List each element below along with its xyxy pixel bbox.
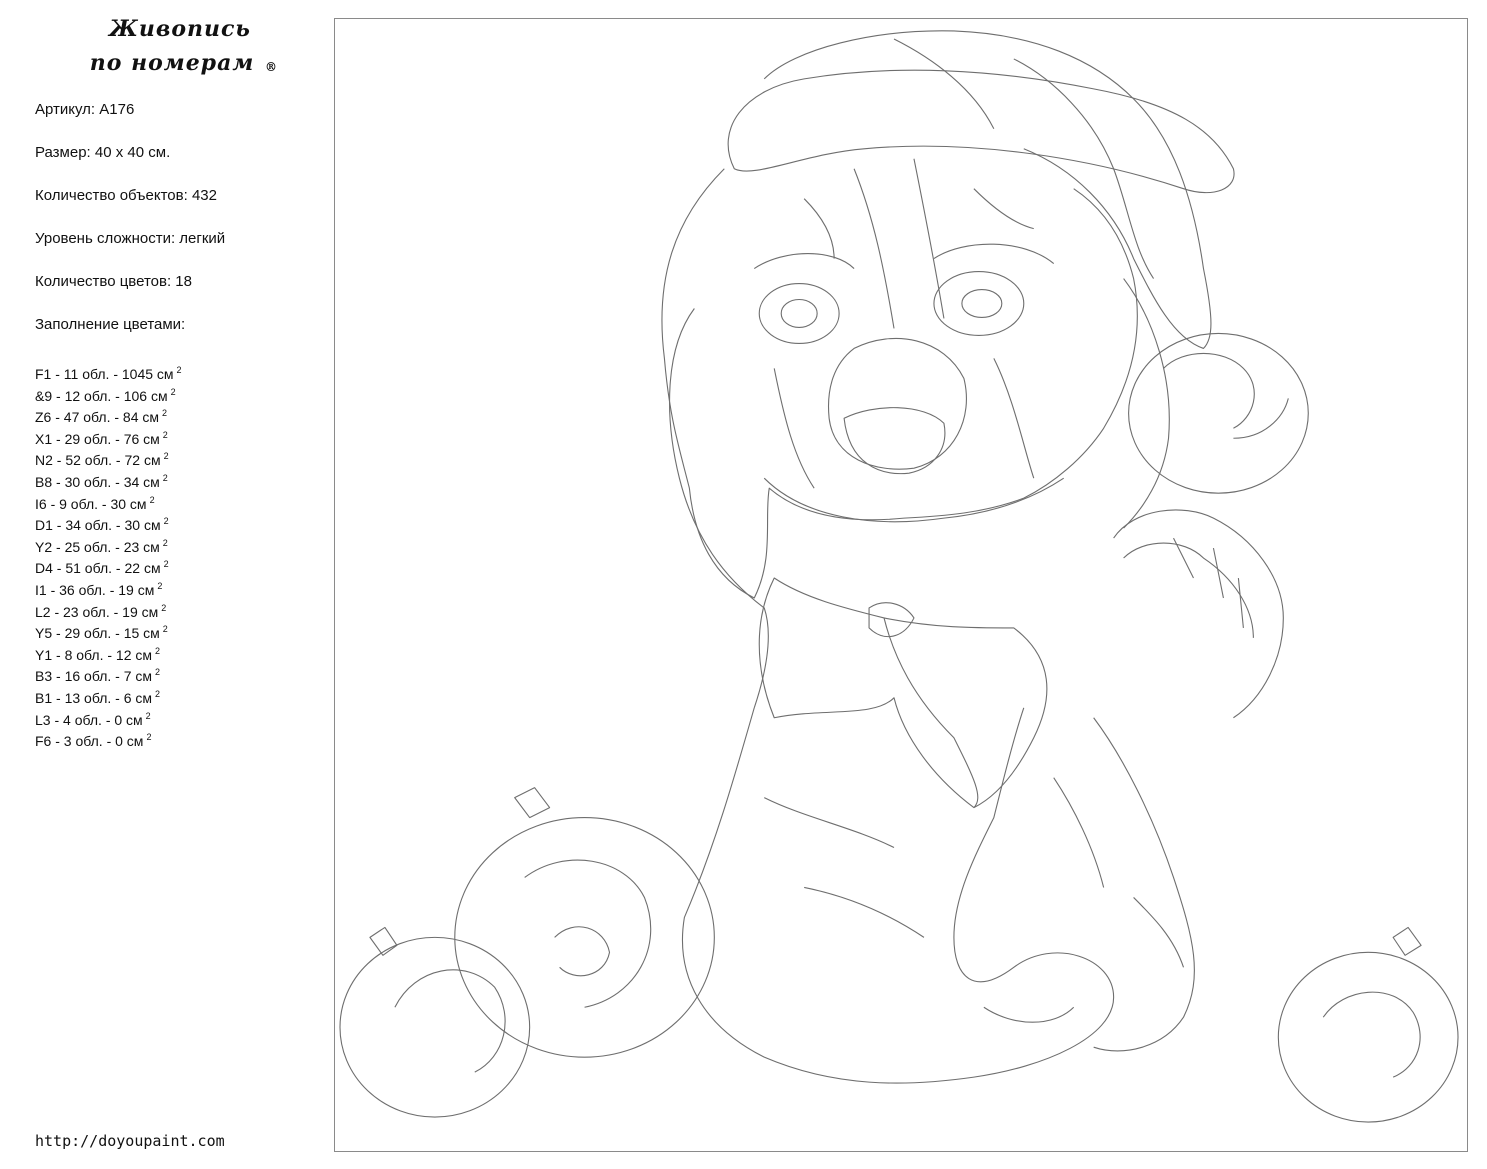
legend-row (35, 684, 182, 706)
christmas-stocking (682, 708, 1113, 1083)
legend-text: B8 - 30 обл. - 34 см (35, 473, 160, 490)
legend-row (35, 662, 182, 684)
legend-text: I1 - 36 обл. - 19 см (35, 581, 155, 598)
legend-unit-superscript: 2 (155, 688, 161, 699)
legend-text: F1 - 11 обл. - 1045 см (35, 366, 174, 382)
legend-unit-superscript: 2 (162, 408, 168, 419)
legend-text: &9 - 12 обл. - 106 см (35, 387, 168, 404)
dog-paw-right (1094, 718, 1195, 1051)
candy-cane (1114, 510, 1284, 718)
legend-unit-superscript: 2 (145, 710, 151, 721)
legend-unit-superscript: 2 (162, 472, 168, 483)
legend-row (35, 468, 182, 490)
legend-row (35, 425, 182, 447)
legend-unit-superscript: 2 (155, 667, 161, 678)
legend-row (35, 533, 182, 555)
product-info (35, 99, 225, 357)
legend-row (35, 576, 182, 598)
legend-text: D1 - 34 обл. - 30 см (35, 517, 161, 534)
dog-eye-left (759, 284, 839, 344)
legend-row (35, 619, 182, 641)
legend-unit-superscript: 2 (170, 386, 176, 397)
legend-unit-superscript: 2 (162, 537, 168, 548)
registered-mark: ® (265, 60, 278, 74)
legend-row (35, 360, 182, 382)
dog-ear-right (1124, 279, 1170, 529)
legend-row (35, 446, 182, 468)
legend-row (35, 382, 182, 404)
dog-outline-illustration (335, 19, 1467, 1151)
color-count: Количество цветов: 18 (35, 273, 192, 290)
website-link[interactable]: http://doyoupaint.com (35, 1132, 225, 1150)
fill-heading: Заполнение цветами: (35, 316, 186, 333)
brand-logo (60, 12, 300, 80)
legend-unit-superscript: 2 (149, 494, 155, 505)
brand-line-1: Живопись (109, 16, 251, 42)
legend-text: L2 - 23 обл. - 19 см (35, 603, 159, 620)
legend-unit-superscript: 2 (163, 451, 169, 462)
legend-unit-superscript: 2 (162, 624, 168, 635)
brand-line-2: по номерам (89, 50, 255, 76)
dog-muzzle (829, 338, 967, 469)
ornament-left-large (455, 818, 715, 1058)
legend-unit-superscript: 2 (161, 602, 167, 613)
legend-text: D4 - 51 обл. - 22 см (35, 560, 161, 577)
legend-row (35, 598, 182, 620)
ornament-right (1278, 952, 1458, 1122)
article-number: Артикул: А176 (35, 101, 135, 118)
ornament-left-small (340, 937, 530, 1117)
legend-text: B3 - 16 обл. - 7 см (35, 668, 153, 685)
canvas-size: Размер: 40 х 40 см. (35, 144, 171, 161)
dog-ear-left (670, 308, 769, 707)
difficulty-level: Уровень сложности: легкий (35, 230, 226, 247)
legend-text: N2 - 52 обл. - 72 см (35, 452, 161, 469)
coloring-canvas (334, 18, 1468, 1152)
legend-row (35, 511, 182, 533)
info-sidebar (0, 0, 330, 1169)
legend-text: Y5 - 29 обл. - 15 см (35, 625, 160, 642)
ornament-cap-right (1393, 927, 1421, 955)
legend-row (35, 727, 182, 749)
legend-row (35, 554, 182, 576)
legend-unit-superscript: 2 (155, 645, 161, 656)
legend-unit-superscript: 2 (176, 365, 182, 375)
legend-unit-superscript: 2 (163, 559, 169, 570)
legend-unit-superscript: 2 (146, 732, 152, 743)
legend-unit-superscript: 2 (163, 516, 169, 527)
legend-text: X1 - 29 обл. - 76 см (35, 430, 160, 447)
legend-unit-superscript: 2 (162, 429, 168, 440)
legend-text: Z6 - 47 обл. - 84 см (35, 409, 160, 426)
legend-text: Y2 - 25 обл. - 23 см (35, 538, 160, 555)
color-legend (35, 360, 182, 749)
santa-hat-top (764, 31, 1211, 349)
legend-text: B1 - 13 обл. - 6 см (35, 689, 153, 706)
dog-eye-right (934, 272, 1024, 336)
ornament-cap-left-large (515, 788, 550, 818)
dog-head (662, 169, 1137, 598)
legend-row (35, 641, 182, 663)
legend-row (35, 403, 182, 425)
object-count: Количество объектов: 432 (35, 187, 217, 204)
legend-row (35, 490, 182, 512)
legend-text: L3 - 4 обл. - 0 см (35, 711, 143, 728)
legend-unit-superscript: 2 (157, 580, 163, 591)
legend-text: Y1 - 8 обл. - 12 см (35, 646, 153, 663)
legend-text: I6 - 9 обл. - 30 см (35, 495, 147, 512)
legend-row (35, 706, 182, 728)
santa-hat-brim (728, 70, 1234, 192)
legend-text: F6 - 3 обл. - 0 см (35, 733, 144, 750)
dog-nose (844, 408, 945, 474)
